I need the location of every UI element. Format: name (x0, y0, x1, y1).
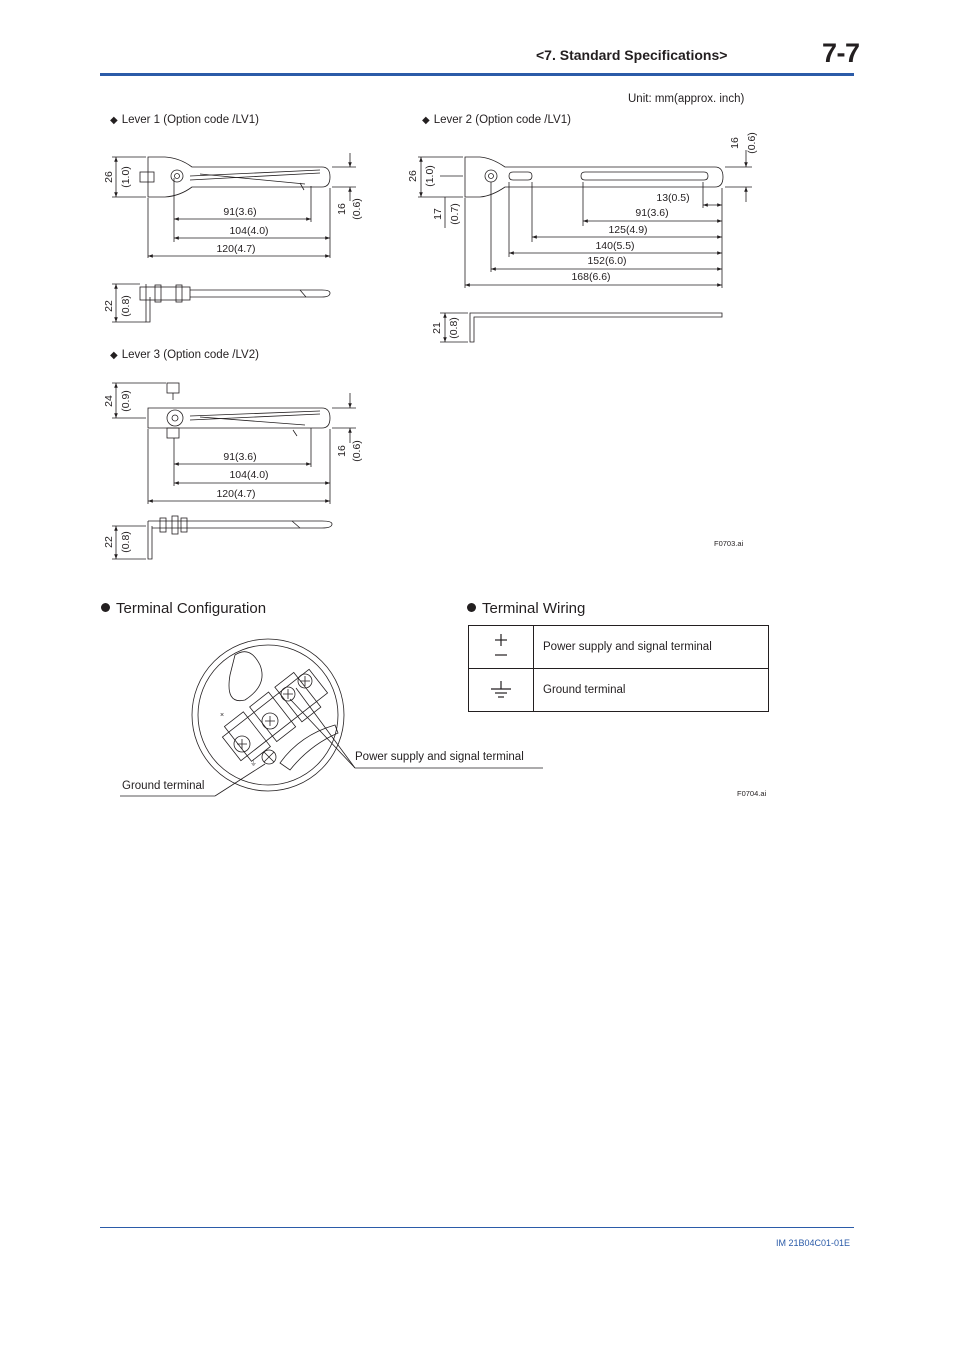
l1-slot-in: (0.6) (351, 198, 363, 220)
l2-height: 26 (407, 170, 419, 182)
terminal-wiring-table (468, 625, 769, 712)
l1-height: 26 (103, 171, 115, 183)
lever2-top-view (418, 150, 752, 288)
l1-side: 22 (103, 300, 115, 312)
wiring-row-label: Ground terminal (534, 669, 769, 712)
footer-rule (100, 1227, 854, 1228)
table-row (469, 669, 769, 712)
l2-d140: 140(5.5) (595, 240, 635, 252)
l2-d152: 152(6.0) (587, 255, 627, 267)
l1-d104: 104(4.0) (229, 225, 269, 237)
diamond-icon: ◆ (110, 350, 118, 361)
diamond-icon: ◆ (422, 115, 430, 126)
plus-minus-icon (469, 626, 534, 669)
unit-note: Unit: mm(approx. inch) (628, 93, 745, 105)
ground-icon (469, 669, 534, 712)
minus-mark: × (220, 712, 225, 719)
lever3-top-view (112, 383, 356, 504)
l2-side: 21 (431, 322, 443, 334)
l3-slot-in: (0.6) (351, 440, 363, 462)
l2-d168: 168(6.6) (571, 271, 611, 283)
l2-slot-in: (0.6) (746, 132, 758, 154)
figure-id-f0704: F0704.ai (737, 789, 767, 798)
l2-d13: 13(0.5) (656, 192, 690, 204)
ground-mark: ⏚ (250, 760, 257, 767)
terminal-configuration-title: Terminal Configuration (101, 600, 266, 617)
table-row (469, 626, 769, 669)
l3-d104: 104(4.0) (229, 469, 269, 481)
l3-side: 22 (103, 536, 115, 548)
l3-side-in: (0.8) (120, 531, 132, 553)
lever1-side-view (112, 284, 330, 322)
footer-doc-id: IM 21B04C01-01E (776, 1238, 851, 1248)
l2-lower: 17 (432, 208, 444, 220)
l2-side-in: (0.8) (448, 317, 460, 339)
l3-height-in: (0.9) (120, 390, 132, 412)
bullet-icon (467, 603, 476, 612)
diamond-icon: ◆ (110, 115, 118, 126)
l3-height: 24 (103, 395, 115, 407)
lever2-title: ◆ Lever 2 (Option code /LV1) (422, 114, 571, 126)
lever3-side-view (112, 516, 332, 559)
lever3-title: ◆ Lever 3 (Option code /LV2) (110, 349, 259, 361)
l2-slot: 16 (729, 137, 741, 149)
power-terminal-callout: Power supply and signal terminal (355, 751, 524, 763)
section-title: <7. Standard Specifications> (536, 47, 728, 63)
l3-d120: 120(4.7) (216, 488, 256, 500)
l1-d91: 91(3.6) (223, 206, 257, 218)
l3-d91: 91(3.6) (223, 451, 257, 463)
bullet-icon (101, 603, 110, 612)
l1-d120: 120(4.7) (216, 243, 256, 255)
figure-id-f0703: F0703.ai (714, 539, 744, 548)
l2-height-in: (1.0) (424, 165, 436, 187)
l2-lower-in: (0.7) (449, 203, 461, 225)
l1-height-in: (1.0) (120, 166, 132, 188)
page-number: 7-7 (822, 38, 860, 68)
lever-drawings (0, 0, 954, 600)
l1-side-in: (0.8) (120, 295, 132, 317)
l3-slot: 16 (336, 445, 348, 457)
l2-d91: 91(3.6) (635, 207, 669, 219)
lever1-title: ◆ Lever 1 (Option code /LV1) (110, 114, 259, 126)
lever2-side-view (440, 313, 722, 342)
wiring-row-label: Power supply and signal terminal (534, 626, 769, 669)
terminal-wiring-title: Terminal Wiring (467, 600, 585, 617)
ground-terminal-callout: Ground terminal (122, 780, 205, 792)
l1-slot: 16 (336, 203, 348, 215)
l2-d125: 125(4.9) (608, 224, 648, 236)
